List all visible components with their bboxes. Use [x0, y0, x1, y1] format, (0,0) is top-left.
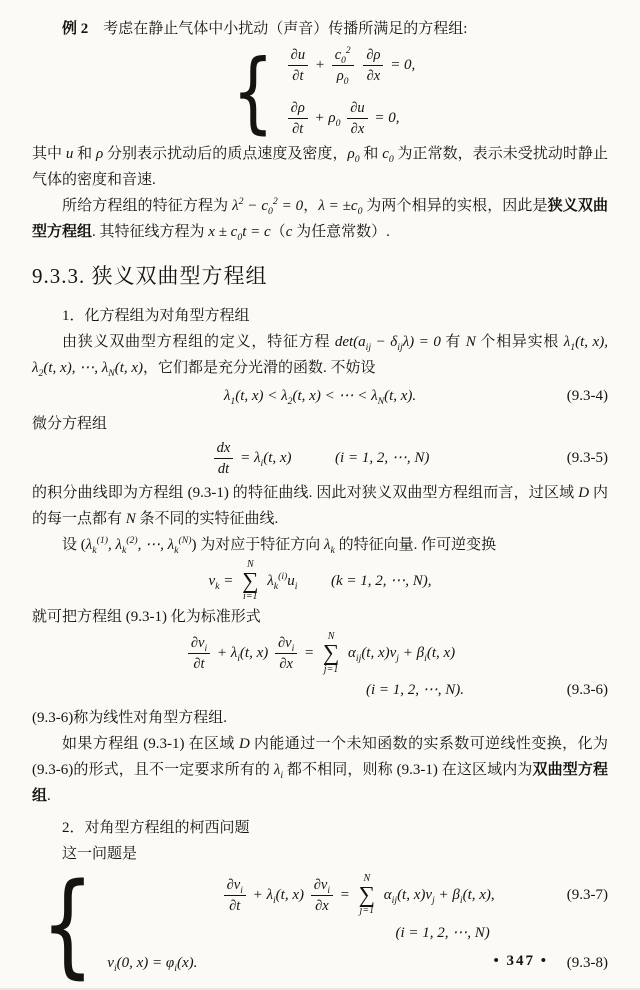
- paragraph-cauchy-lead: 这一问题是: [62, 846, 138, 863]
- math-inline: u: [65, 145, 74, 162]
- equation-9-3-5: [32, 439, 608, 478]
- fraction: $\frac{c_0^2}{\rho_0}$: [332, 46, 354, 85]
- fraction: $\frac{\partial v_i}{\partial x}$: [311, 876, 333, 915]
- paragraph-example-intro: [32, 16, 608, 42]
- subsection-2-title: 2．对角型方程组的柯西问题: [62, 820, 250, 837]
- equation-body: $\frac{\partial v_i}{\partial t}$ + $\lambda_i(t$, x) $\frac{\partial v_i}{\partial x}$ = N ∑ j=1 $\alpha_{ij}(t$, $x)v_j + \beta_i(t$, x): [185, 632, 455, 675]
- paragraph-hyperbolic-def: 如果方程组 (9.3-1) 在区域 D 内能通过一个未知函数的实系数可逆线性变换，化为(9.3-6)的形式，且不一定要求所有的 $\lambda_i$ 都不相同，则称 (9.3-1) 在这区域内为双曲型方程组.: [32, 736, 608, 805]
- condition: (i = 1, 2, ⋯, N): [395, 925, 490, 942]
- fraction: $\frac{dx}{dt}$: [214, 439, 234, 478]
- subsection-1-title: 1．化方程组为对角型方程组: [62, 307, 250, 324]
- equation-body: $\frac{dx}{dt}$ = $\lambda_i(t$, x) (i = 1, 2, ⋯, N): [211, 439, 430, 478]
- math-inline: $x \pm c_0t = c$: [208, 223, 271, 243]
- equation-label: (9.3-5): [566, 450, 608, 467]
- equation-body: $\frac{\partial v_i}{\partial t}$ + $\lambda_i(t$, x) $\frac{\partial v_i}{\partial x}$ = N ∑ j=1 $\alpha_{ij}(t$, $x)v_j + \beta_i(t$, x),: [221, 874, 495, 917]
- page-number: • 347 •: [493, 953, 548, 969]
- left-brace-icon: {: [231, 40, 274, 144]
- fraction: $\frac{\partial u}{\partial t}$: [288, 46, 308, 85]
- math-inline: $\det(a_{ij} - \delta_{ij}\lambda) = 0$: [334, 333, 441, 353]
- equation-9-3-7-condition: [107, 920, 608, 946]
- equation-label: (9.3-7): [566, 887, 608, 904]
- math-inline: $c_0$: [382, 145, 394, 165]
- paragraph-characteristic: 所给方程组的特征方程为 $\lambda^2 - c_0^2 = 0$，$\lambda = \pm c_0$ 为两个相异的实根，因此是狭义双曲型方程组. 其特征线方程为 $x \pm c_0t = c(c$ 为任意常数）.: [32, 195, 608, 243]
- fraction: $\frac{\partial\rho}{\partial x}$: [363, 46, 383, 85]
- equation-body: $v_k$ = N ∑ i=1 $\lambda_k^{(i)}u_i$ (k = 1, 2, ⋯, N),: [208, 558, 432, 603]
- math-inline: $\lambda_k^{(1)}$, $\lambda_k^{(2)}$, ⋯, $\lambda_k^{(N)}$: [85, 534, 192, 556]
- term-emphasis: 双曲型方程组: [32, 762, 608, 805]
- math-inline: D: [578, 484, 590, 501]
- equation-vk-transform: [32, 560, 608, 603]
- paragraph-variables-desc: 其中 u 和 ρ 分别表示扰动后的质点速度及密度，$\rho_0$ 和 $c_0$ 为正常数，表示未受扰动时静止气体的密度和音速.: [32, 145, 608, 188]
- math-inline: ρ: [95, 145, 104, 162]
- fraction: $\frac{\partial v_i}{\partial t}$: [224, 876, 246, 915]
- math-inline: N: [465, 333, 476, 350]
- text-segment: 考虑在静止气体中小扰动（声音）传播所满足的方程组:: [88, 21, 468, 37]
- summation: N ∑ j=1: [358, 872, 376, 917]
- sigma-icon: ∑: [242, 567, 259, 593]
- math-inline: D: [238, 736, 250, 753]
- paragraph-diagonal-name: (9.3-6)称为线性对角型方程组.: [32, 710, 227, 727]
- paragraph-standard-form-lead: 就可把方程组 (9.3-1) 化为标准形式: [32, 609, 261, 626]
- equation-line: $\frac{\partial\rho}{\partial t}$ + $\rho_0$ $\frac{\partial u}{\partial x}$ = 0,: [285, 99, 400, 138]
- sigma-icon: ∑: [322, 640, 340, 666]
- equation-label: (9.3-6): [566, 682, 608, 699]
- equation-body: $\lambda_1(t$, $x) < \lambda_2(t$, x) < ⋯ < $\lambda_N(t$, x).: [223, 387, 417, 407]
- fraction: $\frac{\partial u}{\partial x}$: [347, 99, 367, 138]
- example-label: 例 2: [62, 21, 89, 37]
- equation-9-3-6-condition: [32, 677, 608, 703]
- section-heading: 9.3.3. 狭义双曲型方程组: [32, 263, 268, 288]
- equation-9-3-4: [32, 383, 608, 409]
- equation-line: $\frac{\partial u}{\partial t}$ + $\frac{c_0^2}{\rho_0}$ $\frac{\partial\rho}{\partial x}$ = 0,: [285, 46, 416, 85]
- summation: N ∑ j=1: [322, 631, 340, 676]
- sigma-icon: ∑: [358, 881, 376, 907]
- fraction: $\frac{\partial\rho}{\partial t}$: [288, 99, 308, 138]
- math-inline: $\rho_0$: [347, 145, 360, 165]
- summation: N ∑ i=1: [242, 558, 259, 603]
- equation-9-3-7: [107, 874, 608, 917]
- equation-9-3-6: [32, 632, 608, 675]
- equation-label: (9.3-4): [566, 387, 608, 404]
- equation-label: (9.3-8): [566, 955, 608, 972]
- equation-sound-wave-system: [32, 40, 608, 144]
- equation-body: $v_i(0$, $x) = \varphi_i(x)$.: [107, 955, 198, 975]
- math-inline: $\lambda_1(t$, x), $\lambda_2(t$, x), ⋯, $\lambda_N(t$, x): [32, 333, 608, 379]
- math-inline: $\lambda_i$: [273, 762, 284, 782]
- paragraph-ode-lead: 微分方程组: [32, 415, 108, 432]
- math-inline: $\lambda_k$: [323, 536, 335, 556]
- paragraph-integral-curves: 的积分曲线即为方程组 (9.3-1) 的特征曲线. 因此对狭义双曲型方程组而言，过区域 D 内的每一点都有 N 条不同的实特征曲线.: [32, 484, 608, 527]
- math-inline: c: [285, 223, 293, 240]
- math-inline: $\lambda = \pm c_0$: [318, 197, 363, 217]
- paragraph-definition: 由狭义双曲型方程组的定义，特征方程 $\det(a_{ij} - \delta_{ij}\lambda) = 0$ 有 N 个相异实根 $\lambda_1(t$, x), $\lambda_2(t$, x), ⋯, $\lambda_N(t$, x)，它们都是充分光滑的函数. 不妨设: [32, 333, 608, 379]
- condition: (i = 1, 2, ⋯, N).: [365, 682, 465, 699]
- math-inline: $\lambda^2 - c_0^2 = 0$: [232, 195, 304, 217]
- fraction: $\frac{\partial v_i}{\partial t}$: [188, 634, 210, 673]
- paragraph-eigenvector: 设 ($\lambda_k^{(1)}$, $\lambda_k^{(2)}$, ⋯, $\lambda_k^{(N)}$) 为对应于特征方向 $\lambda_k$ 的特征向量. 作可逆变换: [62, 534, 497, 556]
- math-inline: N: [125, 510, 136, 527]
- left-brace-icon: {: [40, 860, 95, 990]
- fraction: $\frac{\partial v_i}{\partial x}$: [275, 634, 297, 673]
- term-emphasis: 狭义双曲型方程组: [32, 197, 608, 240]
